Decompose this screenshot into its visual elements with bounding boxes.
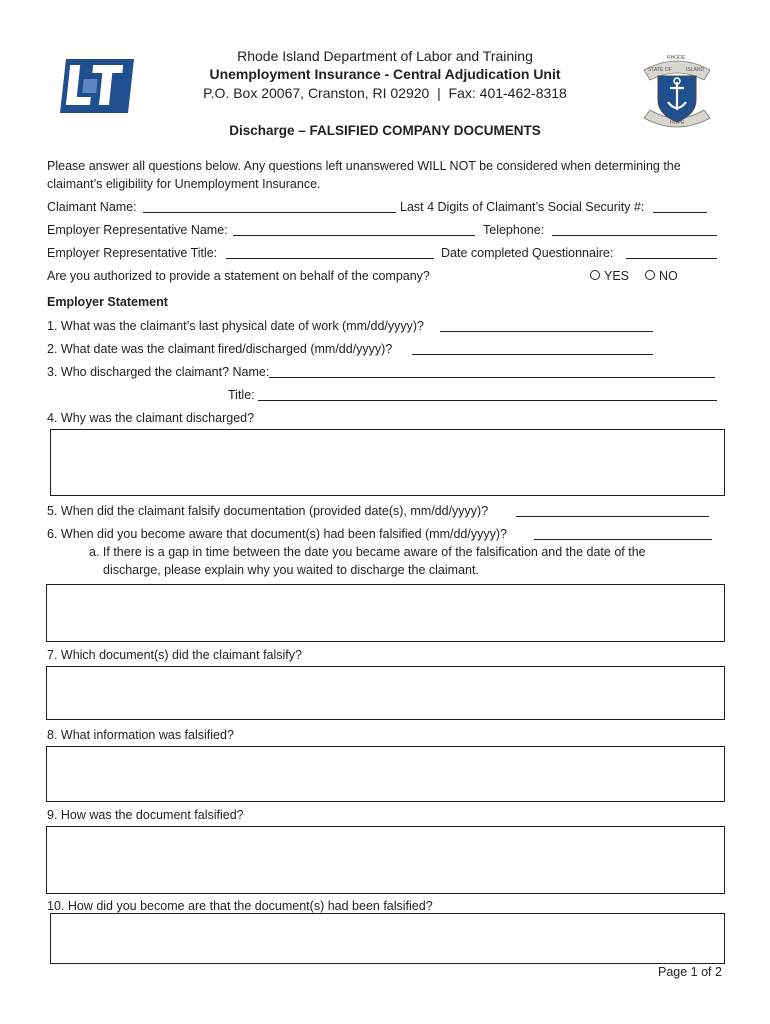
date-completed-label: Date completed Questionnaire:: [441, 246, 614, 260]
authorized-yes-option[interactable]: [590, 269, 629, 284]
question-7: 7. Which document(s) did the claimant falsify?: [47, 648, 302, 662]
question-2-input[interactable]: [412, 343, 653, 355]
question-8: 8. What information was falsified?: [47, 728, 234, 742]
question-9: 9. How was the document falsified?: [47, 808, 244, 822]
form-title: Discharge – FALSIFIED COMPANY DOCUMENTS: [229, 123, 541, 138]
header-department: Rhode Island Department of Labor and Training: [237, 48, 533, 64]
question-6a-line1: a. If there is a gap in time between the date you became aware of the falsification and the date of the: [89, 545, 646, 559]
telephone-input[interactable]: [552, 224, 717, 236]
question-5: 5. When did the claimant falsify documentation (provided date(s), mm/dd/yyyy)?: [47, 504, 489, 518]
no-radio[interactable]: [645, 270, 655, 280]
rep-name-input[interactable]: [233, 224, 475, 236]
instructions-line2: claimant’s eligibility for Unemployment Insurance.: [47, 177, 321, 191]
question-4-answer-box[interactable]: [50, 429, 725, 496]
page-number: Page 1 of 2: [658, 965, 722, 979]
seal-right-text: ISLAND: [686, 67, 705, 73]
question-2: 2. What date was the claimant fired/discharged (mm/dd/yyyy)?: [47, 342, 393, 356]
authorized-no-option[interactable]: [645, 269, 678, 284]
authorized-label: Are you authorized to provide a statement on behalf of the company?: [47, 269, 430, 283]
question-3-title-label: Title:: [228, 388, 255, 402]
header-unit: Unemployment Insurance - Central Adjudication Unit: [209, 66, 561, 82]
question-10: 10. How did you become are that the document(s) had been falsified?: [47, 899, 433, 913]
yes-radio[interactable]: [590, 270, 600, 280]
rep-title-label: Employer Representative Title:: [47, 246, 218, 260]
question-1: 1. What was the claimant’s last physical date of work (mm/dd/yyyy)?: [47, 319, 424, 333]
no-label: NO: [659, 269, 678, 283]
question-10-answer-box[interactable]: [50, 913, 725, 964]
instructions-line1: Please answer all questions below. Any questions left unanswered WILL NOT be considered when determining the: [47, 159, 681, 173]
question-3: 3. Who discharged the claimant? Name:: [47, 365, 270, 379]
employer-statement-heading: Employer Statement: [47, 295, 168, 309]
telephone-label: Telephone:: [483, 223, 545, 237]
question-8-answer-box[interactable]: [46, 746, 725, 802]
question-7-answer-box[interactable]: [46, 666, 725, 720]
ssn-input[interactable]: [653, 201, 707, 213]
question-6a-answer-box[interactable]: [46, 584, 725, 642]
date-completed-input[interactable]: [626, 247, 717, 259]
question-6-input[interactable]: [534, 528, 712, 540]
rep-title-input[interactable]: [226, 247, 434, 259]
ssn-label: Last 4 Digits of Claimant’s Social Security #:: [400, 200, 645, 214]
rep-name-label: Employer Representative Name:: [47, 223, 228, 237]
question-5-input[interactable]: [516, 505, 709, 517]
seal-top-text: RHODE: [667, 55, 686, 61]
question-4: 4. Why was the claimant discharged?: [47, 411, 255, 425]
question-3-title-input[interactable]: [258, 389, 717, 401]
yes-label: YES: [604, 269, 630, 283]
seal-bottom-text: HOPE: [670, 120, 685, 126]
claimant-name-label: Claimant Name:: [47, 200, 137, 214]
header-address: P.O. Box 20067, Cranston, RI 02920 | Fax: 401-462-8318: [203, 85, 567, 101]
claimant-name-input[interactable]: [143, 201, 396, 213]
question-9-answer-box[interactable]: [46, 826, 725, 894]
seal-left-text: STATE OF: [648, 67, 672, 73]
question-6a-line2: discharge, please explain why you waited to discharge the claimant.: [103, 563, 479, 577]
question-3-name-input[interactable]: [269, 366, 715, 378]
question-6: 6. When did you become aware that document(s) had been falsified (mm/dd/yyyy)?: [47, 527, 507, 541]
question-1-input[interactable]: [440, 320, 653, 332]
